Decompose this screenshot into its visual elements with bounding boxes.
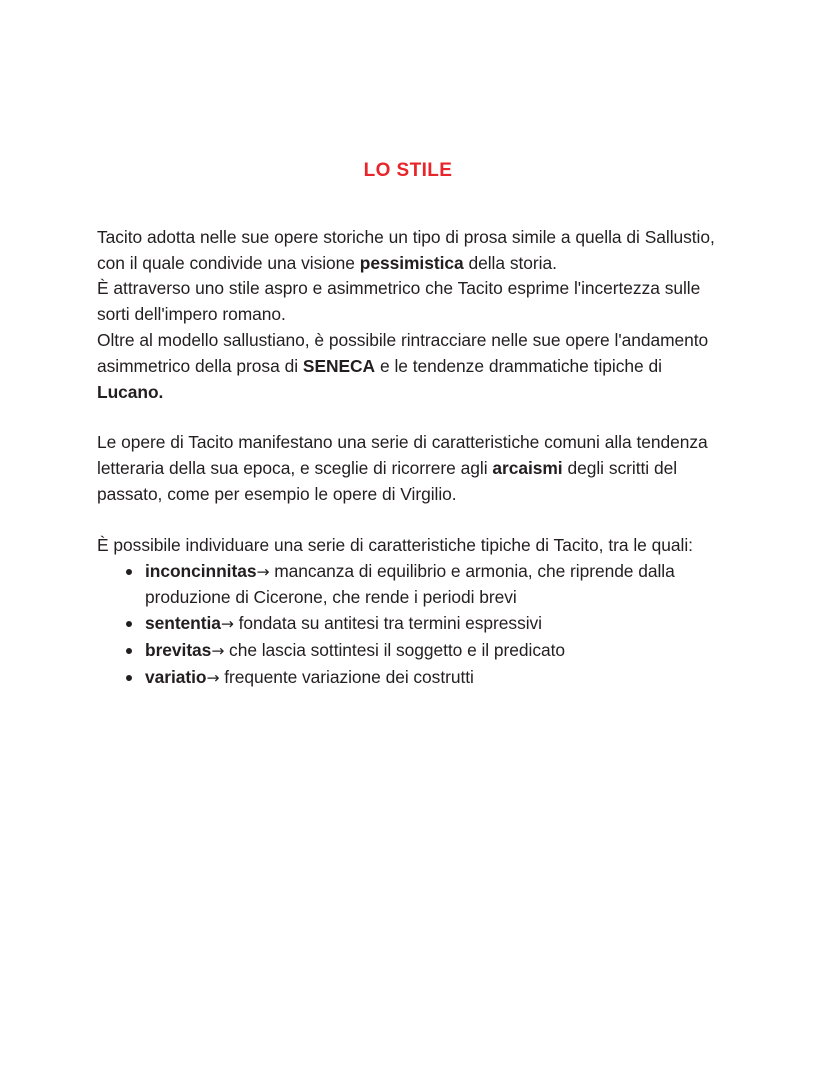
paragraph-3 xyxy=(97,328,719,405)
paragraph-spacer-1 xyxy=(97,405,719,430)
document-content xyxy=(97,160,719,692)
paragraph-4-segment-1: Le opere di Tacito manifestano una serie di caratteristiche comuni alla tendenza letteraria della sua epoca, e sceglie di ricorrere agli xyxy=(97,432,708,479)
paragraph-5-segment-1: È possibile individuare una serie di caratteristiche tipiche di Tacito, tra le quali: xyxy=(97,534,693,555)
page-title: LO STILE xyxy=(363,160,453,181)
paragraph-5 xyxy=(97,533,719,559)
list-item-term: brevitas xyxy=(145,639,212,660)
paragraph-4-emphasis-arcaismi: arcaismi xyxy=(492,458,563,479)
list-item-term: sententia xyxy=(145,613,221,634)
list-item-term: variatio xyxy=(145,666,207,687)
list-item-definition: fondata su antitesi tra termini espressivi xyxy=(238,613,542,634)
bullet-point-icon xyxy=(126,569,132,575)
bullet-point-icon xyxy=(126,675,132,681)
list-item-definition: che lascia sottintesi il soggetto e il predicato xyxy=(229,639,565,660)
paragraph-3-segment-1: Oltre al modello sallustiano, è possibile rintracciare nelle sue opere l'andamento asimmetrico della prosa di xyxy=(97,329,709,376)
paragraph-1-segment-3: della storia. xyxy=(463,252,557,273)
paragraph-2 xyxy=(97,276,719,328)
characteristics-list xyxy=(97,559,719,692)
paragraph-3-segment-3: e le tendenze drammatiche tipiche di xyxy=(375,355,662,376)
paragraph-1-segment-1: Tacito adotta nelle sue opere storiche un tipo di prosa simile a quella di Sallustio, con il quale condivide una visione xyxy=(97,226,715,273)
bullet-point-icon xyxy=(126,648,132,654)
list-item-definition: mancanza di equilibrio e armonia, che riprende dalla produzione di Cicerone, che rende i periodi brevi xyxy=(145,560,675,608)
list-item xyxy=(97,638,719,665)
list-item-term: inconcinnitas xyxy=(145,560,257,581)
paragraph-3-emphasis-lucano: Lucano. xyxy=(97,381,164,402)
paragraph-1 xyxy=(97,225,719,277)
paragraph-3-emphasis-seneca: SENECA xyxy=(302,355,376,376)
list-item xyxy=(97,559,719,612)
arrow-icon: → xyxy=(220,615,234,634)
paragraph-1-emphasis-pessimistica: pessimistica xyxy=(359,252,464,273)
bullet-point-icon xyxy=(126,621,132,627)
arrow-icon: → xyxy=(256,562,270,581)
paragraph-4 xyxy=(97,430,719,507)
paragraph-2-segment-1: È attraverso uno stile aspro e asimmetrico che Tacito esprime l'incertezza sulle sorti dell'impero romano. xyxy=(97,278,701,325)
arrow-icon: → xyxy=(211,641,225,660)
list-item xyxy=(97,665,719,692)
paragraph-spacer-2 xyxy=(97,508,719,533)
paragraph-4-segment-3: degli scritti del passato, come per esempio le opere di Virgilio. xyxy=(97,458,678,504)
list-item-definition: frequente variazione dei costrutti xyxy=(224,666,474,687)
arrow-icon: → xyxy=(206,668,220,687)
list-item xyxy=(97,611,719,638)
